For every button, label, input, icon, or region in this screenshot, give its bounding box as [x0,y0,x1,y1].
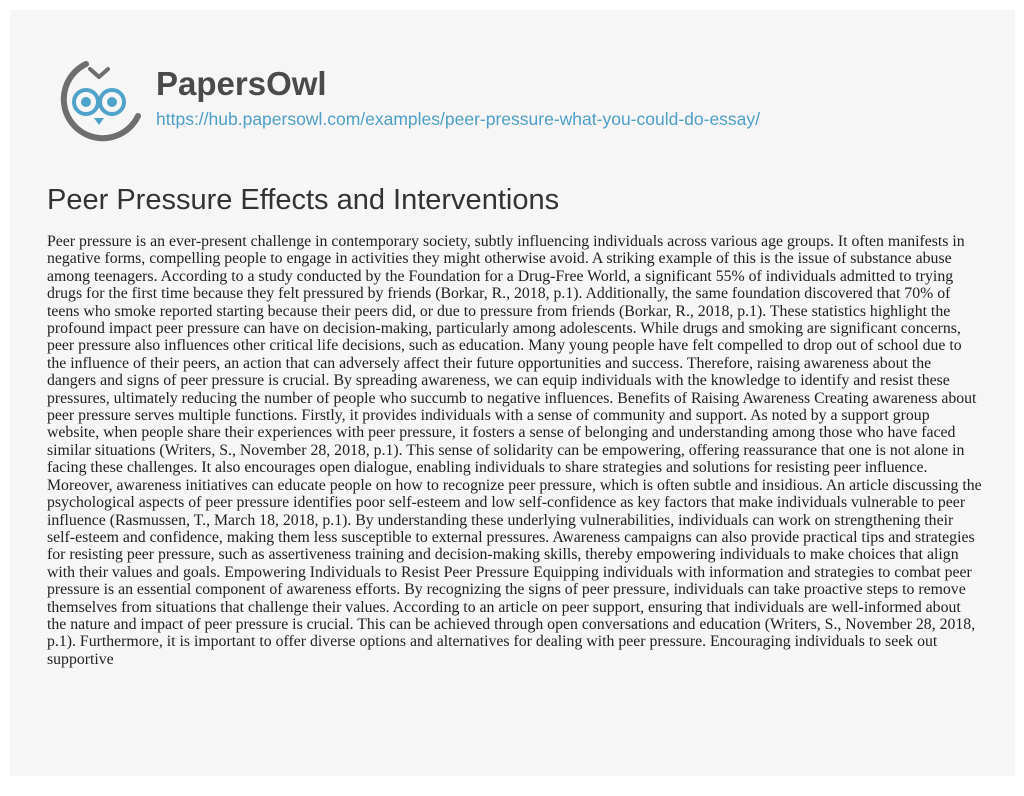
source-url-link[interactable]: https://hub.papersowl.com/examples/peer-pressure-what-you-could-do-essay/ [156,109,761,129]
essay-title: Peer Pressure Effects and Interventions [47,184,560,216]
brand-header [56,60,760,146]
brand-name: PapersOwl [156,65,327,102]
document-page [10,10,1015,776]
owl-logo-icon [56,60,142,146]
essay-body: Peer pressure is an ever-present challenge in contemporary society, subtly influencing individuals across various age groups. It often manifests in negative forms, compelling people to engage in activities they might otherwise avoid. A striking example of this is the issue of substance abuse among teenagers. According to a study conducted by the Foundation for a Drug-Free World, a significant 55% of individuals admitted to trying drugs for the first time because they felt pressured by friends (Borkar, R., 2018, p.1). Additionally, the same foundation discovered that 70% of teens who smoke reported starting because their peers did, or due to pressure from friends (Borkar, R., 2018, p.1). These statistics highlight the profound impact peer pressure can have on decision-making, particularly among adolescents. While drugs and smoking are significant concerns, peer pressure also influences other critical life decisions, such as education. Many young people have felt compelled to drop out of school due to the influence of their peers, an action that can adversely affect their future opportunities and success. Therefore, raising awareness about the dangers and signs of peer pressure is crucial. By spreading awareness, we can equip individuals with the knowledge to identify and resist these pressures, ultimately reducing the number of people who succumb to negative influences. Benefits of Raising Awareness Creating awareness about peer pressure serves multiple functions. Firstly, it provides individuals with a sense of community and support. As noted by a support group website, when people share their experiences with peer pressure, it fosters a sense of belonging and understanding among those who have faced similar situations (Writers, S., November 28, 2018, p.1). This sense of solidarity can be empowering, offering reassurance that one is not alone in facing these challenges. It also encourages open dialogue, enabling individuals to share strategies and solutions for resisting peer influence. Moreover, awareness initiatives can educate people on how to recognize peer pressure, which is often subtle and insidious. An article discussing the psychological aspects of peer pressure identifies poor self-esteem and low self-confidence as key factors that make individuals vulnerable to peer influence (Rasmussen, T., March 18, 2018, p.1). By understanding these underlying vulnerabilities, individuals can work on strengthening their self-esteem and confidence, making them less susceptible to external pressures. Awareness campaigns can also provide practical tips and strategies for resisting peer pressure, such as assertiveness training and decision-making skills, thereby empowering individuals to make choices that align with their values and goals. Empowering Individuals to Resist Peer Pressure Equipping individuals with information and strategies to combat peer pressure is an essential component of awareness efforts. By recognizing the signs of peer pressure, individuals can take proactive steps to remove themselves from situations that challenge their values. According to an article on peer support, ensuring that individuals are well-informed about the nature and impact of peer pressure is crucial. This can be achieved through open conversations and education (Writers, S., November 28, 2018, p.1). Furthermore, it is important to offer diverse options and alternatives for dealing with peer pressure. Encouraging individuals to seek out supportive [47,233,982,668]
brand-block [156,60,760,130]
